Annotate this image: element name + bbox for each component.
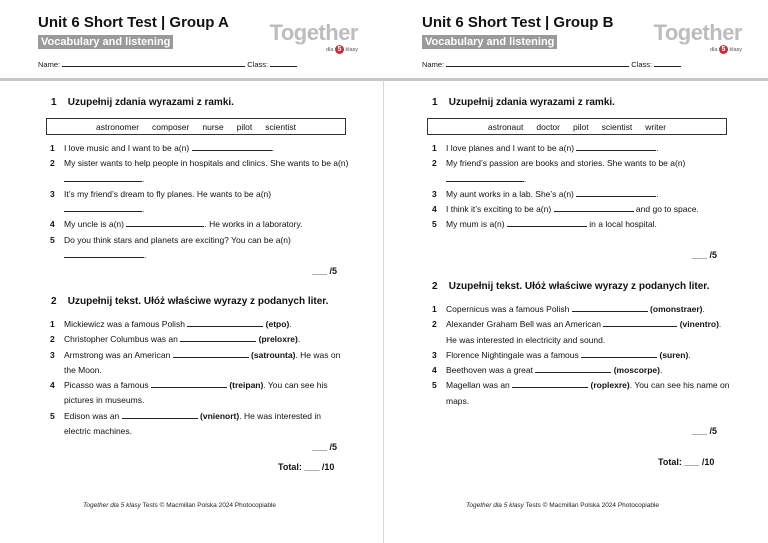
item-text: Magellan was an: [446, 380, 513, 391]
exercise-2-score: ___ /5: [312, 442, 338, 452]
exercise-2-items: [50, 317, 350, 439]
exercise-instruction: Uzupełnij tekst. Ułóż właściwe wyrazy z podanych liter.: [67, 296, 329, 307]
exercise-item: [432, 187, 732, 202]
item-text-end: .: [656, 143, 659, 153]
answer-blank[interactable]: [535, 363, 611, 373]
word-box-item: writer: [645, 121, 667, 132]
item-number: 1: [432, 304, 437, 314]
exercise-item: [50, 378, 350, 409]
scrambled-word: (etpo): [265, 319, 290, 329]
answer-blank[interactable]: [576, 187, 659, 199]
item-text-end: .: [144, 250, 147, 261]
name-field[interactable]: [62, 66, 245, 67]
exercise-instruction: Uzupełnij zdania wyrazami z ramki.: [67, 97, 234, 108]
answer-blank[interactable]: [64, 248, 147, 261]
scrambled-word: (roplexre): [590, 380, 630, 391]
answer-blank[interactable]: [180, 332, 256, 342]
name-field[interactable]: [446, 66, 629, 67]
exercise-item: [50, 217, 350, 232]
answer-blank[interactable]: [64, 172, 145, 184]
together-logo: [270, 22, 358, 54]
item-number: 5: [50, 234, 55, 245]
item-text: Armstrong was an American: [64, 349, 173, 360]
item-text-end: .: [142, 204, 145, 215]
logo-subline: [654, 45, 742, 54]
footer-title: Together dla 5 klasy: [83, 502, 141, 509]
item-text: Edison was an: [64, 410, 122, 421]
answer-blank[interactable]: [554, 202, 634, 212]
exercise-2-score: ___ /5: [692, 426, 718, 436]
item-text: Mickiewicz was a famous Polish: [64, 319, 188, 329]
logo-sub-pre: dla: [326, 46, 334, 53]
item-number: 2: [50, 158, 55, 169]
item-text: Florence Nightingale was a famous: [446, 349, 582, 360]
exercise-item: [432, 141, 732, 156]
answer-blank[interactable]: [151, 378, 227, 388]
item-text-end: .: [656, 188, 659, 199]
class-label: Class:: [631, 60, 653, 69]
item-text: Copernicus was a famous Polish: [446, 304, 572, 314]
exercise-item: [432, 317, 732, 348]
item-text-end: .: [297, 334, 301, 345]
item-text-end: .: [271, 143, 274, 153]
item-number: 2: [432, 158, 437, 169]
scrambled-word: (satrounta): [251, 349, 296, 360]
answer-blank[interactable]: [187, 317, 263, 327]
item-text-end: .: [659, 365, 663, 376]
exercise-item: [50, 141, 350, 156]
answer-blank[interactable]: [64, 202, 145, 215]
footer-text: Tests © Macmillan Polska 2024 Photocopiable: [140, 502, 277, 509]
item-text: I think it’s exciting to be a(n): [446, 204, 554, 215]
exercise-item: [432, 378, 732, 409]
exercise-number: 1: [51, 97, 57, 108]
scrambled-word: (vnienort): [200, 410, 240, 421]
item-text-end: . He was interested in electricity and sound.: [446, 319, 722, 345]
class-field[interactable]: [270, 66, 297, 67]
scrambled-word: (treipan): [229, 380, 264, 391]
item-text-end: .: [524, 173, 527, 184]
item-text-end: . He was on the Moon.: [64, 349, 341, 375]
footer-text: Tests © Macmillan Polska 2024 Photocopiable: [523, 502, 660, 509]
item-number: 2: [432, 319, 437, 330]
item-number: 1: [432, 143, 437, 153]
word-box-item: scientist: [265, 121, 296, 132]
exercise-item: [432, 302, 732, 317]
scrambled-word: (preloxre): [258, 334, 298, 345]
exercise-item: [50, 332, 350, 347]
scrambled-word: (omonstraer): [650, 304, 703, 314]
together-logo: [654, 22, 742, 54]
exercise-number: 2: [432, 281, 438, 292]
name-class-line: [422, 60, 681, 69]
page-title: Unit 6 Short Test | Group B: [422, 14, 614, 31]
word-box-item: composer: [152, 121, 190, 132]
exercise-item: [50, 233, 350, 264]
item-number: 4: [50, 219, 55, 230]
page-subtitle: Vocabulary and listening: [38, 35, 173, 49]
answer-blank[interactable]: [603, 317, 677, 327]
item-text-end: .: [688, 349, 691, 360]
exercise-2-heading: [432, 281, 709, 292]
word-box-item: doctor: [536, 121, 560, 132]
logo-sub-pre: dla: [710, 46, 718, 53]
item-text-end: in a local hospital.: [586, 219, 657, 230]
logo-five-badge: 5: [335, 45, 344, 54]
item-number: 4: [432, 204, 437, 215]
logo-word: Together: [653, 20, 742, 45]
item-text-end: and go to space.: [633, 204, 699, 215]
exercise-item: [432, 202, 732, 217]
scrambled-word: (vinentro): [679, 319, 719, 330]
item-text: My friend’s passion are books and stories. She wants to be a(n): [446, 158, 686, 169]
name-class-line: [38, 60, 297, 69]
page-subtitle: Vocabulary and listening: [422, 35, 557, 49]
item-number: 4: [50, 380, 55, 391]
exercise-item: [50, 317, 350, 332]
item-text-end: . He was interested in electric machines.: [64, 410, 321, 437]
item-number: 1: [50, 319, 55, 329]
logo-subline: [270, 45, 358, 54]
word-box-item: pilot: [236, 121, 253, 132]
scrambled-word: (suren): [659, 349, 689, 360]
item-number: 5: [50, 410, 55, 421]
item-text: Christopher Columbus was an: [64, 334, 181, 345]
logo-word: Together: [269, 20, 358, 45]
exercise-item: [432, 363, 732, 378]
item-number: 3: [432, 349, 437, 360]
item-text: My mum is a(n): [446, 219, 507, 230]
answer-blank[interactable]: [512, 378, 588, 388]
item-text-end: .: [142, 173, 145, 184]
item-number: 3: [50, 188, 55, 199]
test-page-group-b: [384, 0, 768, 543]
item-text: Picasso was a famous: [64, 380, 151, 391]
total-score: Total: ___ /10: [658, 457, 715, 467]
word-box: [427, 118, 727, 135]
answer-blank[interactable]: [122, 409, 198, 419]
item-text: My aunt works in a lab. She’s a(n): [446, 188, 577, 199]
item-text: I love music and I want to be a(n): [64, 143, 192, 153]
item-text-end: .: [289, 319, 292, 329]
exercise-1-score: ___ /5: [312, 266, 338, 276]
answer-blank[interactable]: [173, 348, 249, 358]
word-box: [46, 118, 346, 135]
class-label: Class:: [247, 60, 269, 69]
item-number: 3: [432, 188, 437, 199]
answer-blank[interactable]: [126, 217, 204, 227]
exercise-number: 1: [432, 97, 438, 108]
exercise-item: [50, 348, 350, 379]
exercise-item: [50, 187, 350, 218]
exercise-instruction: Uzupełnij zdania wyrazami z ramki.: [448, 97, 615, 108]
exercise-item: [432, 348, 732, 363]
logo-five-badge: 5: [719, 45, 728, 54]
exercise-item: [432, 156, 732, 187]
word-box-item: pilot: [572, 121, 589, 132]
item-text: My uncle is a(n): [64, 219, 127, 230]
answer-blank[interactable]: [446, 172, 527, 184]
item-text-end: . He works in a laboratory.: [204, 219, 303, 230]
answer-blank[interactable]: [192, 141, 272, 151]
class-field[interactable]: [654, 66, 681, 67]
item-number: 3: [50, 349, 55, 360]
item-text-end: .: [702, 304, 705, 314]
exercise-1-items: [432, 141, 732, 233]
item-number: 4: [432, 365, 437, 376]
exercise-2-heading: [51, 296, 328, 307]
item-text: Beethoven was a great: [446, 365, 536, 376]
item-text: Do you think stars and planets are exciting? You can be a(n): [64, 234, 291, 245]
name-label: Name:: [38, 60, 61, 69]
answer-blank[interactable]: [507, 217, 587, 227]
word-box-item: scientist: [601, 121, 633, 132]
item-text: I love planes and I want to be a(n): [446, 143, 577, 153]
item-number: 2: [50, 334, 55, 345]
logo-sub-post: klasy: [345, 46, 358, 53]
total-score: Total: ___ /10: [278, 462, 335, 472]
exercise-instruction: Uzupełnij tekst. Ułóż właściwe wyrazy z podanych liter.: [448, 281, 710, 292]
name-label: Name:: [422, 60, 445, 69]
exercise-2-items: [432, 302, 732, 409]
answer-blank[interactable]: [572, 302, 648, 312]
exercise-1-items: [50, 141, 350, 263]
answer-blank[interactable]: [576, 141, 659, 153]
word-box-item: astronaut: [487, 121, 524, 132]
item-text-end: . You can see his pictures in museums.: [64, 380, 328, 406]
footer-title: Together dla 5 klasy: [466, 502, 524, 509]
item-text: My sister wants to help people in hospitals and clinics. She wants to be a(n): [64, 158, 349, 169]
exercise-number: 2: [51, 296, 57, 307]
exercise-item: [432, 217, 732, 232]
exercise-item: [50, 409, 350, 440]
exercise-1-heading: [432, 97, 615, 108]
exercise-1-score: ___ /5: [692, 250, 718, 260]
scrambled-word: (moscorpe): [613, 365, 660, 376]
exercise-1-heading: [51, 97, 234, 108]
item-text: Alexander Graham Bell was an American: [446, 319, 604, 330]
page-footer: [466, 502, 659, 509]
page-footer: [83, 502, 276, 509]
item-text-end: . You can see his name on maps.: [446, 380, 730, 406]
logo-sub-post: klasy: [729, 46, 742, 53]
item-number: 5: [432, 219, 437, 230]
word-box-item: nurse: [202, 121, 224, 132]
exercise-item: [50, 156, 350, 187]
item-text: It’s my friend’s dream to fly planes. He wants to be a(n): [64, 188, 272, 199]
answer-blank[interactable]: [581, 348, 657, 358]
word-box-item: astronomer: [96, 121, 140, 132]
item-number: 1: [50, 143, 55, 153]
page-title: Unit 6 Short Test | Group A: [38, 14, 229, 31]
item-number: 5: [432, 380, 437, 391]
